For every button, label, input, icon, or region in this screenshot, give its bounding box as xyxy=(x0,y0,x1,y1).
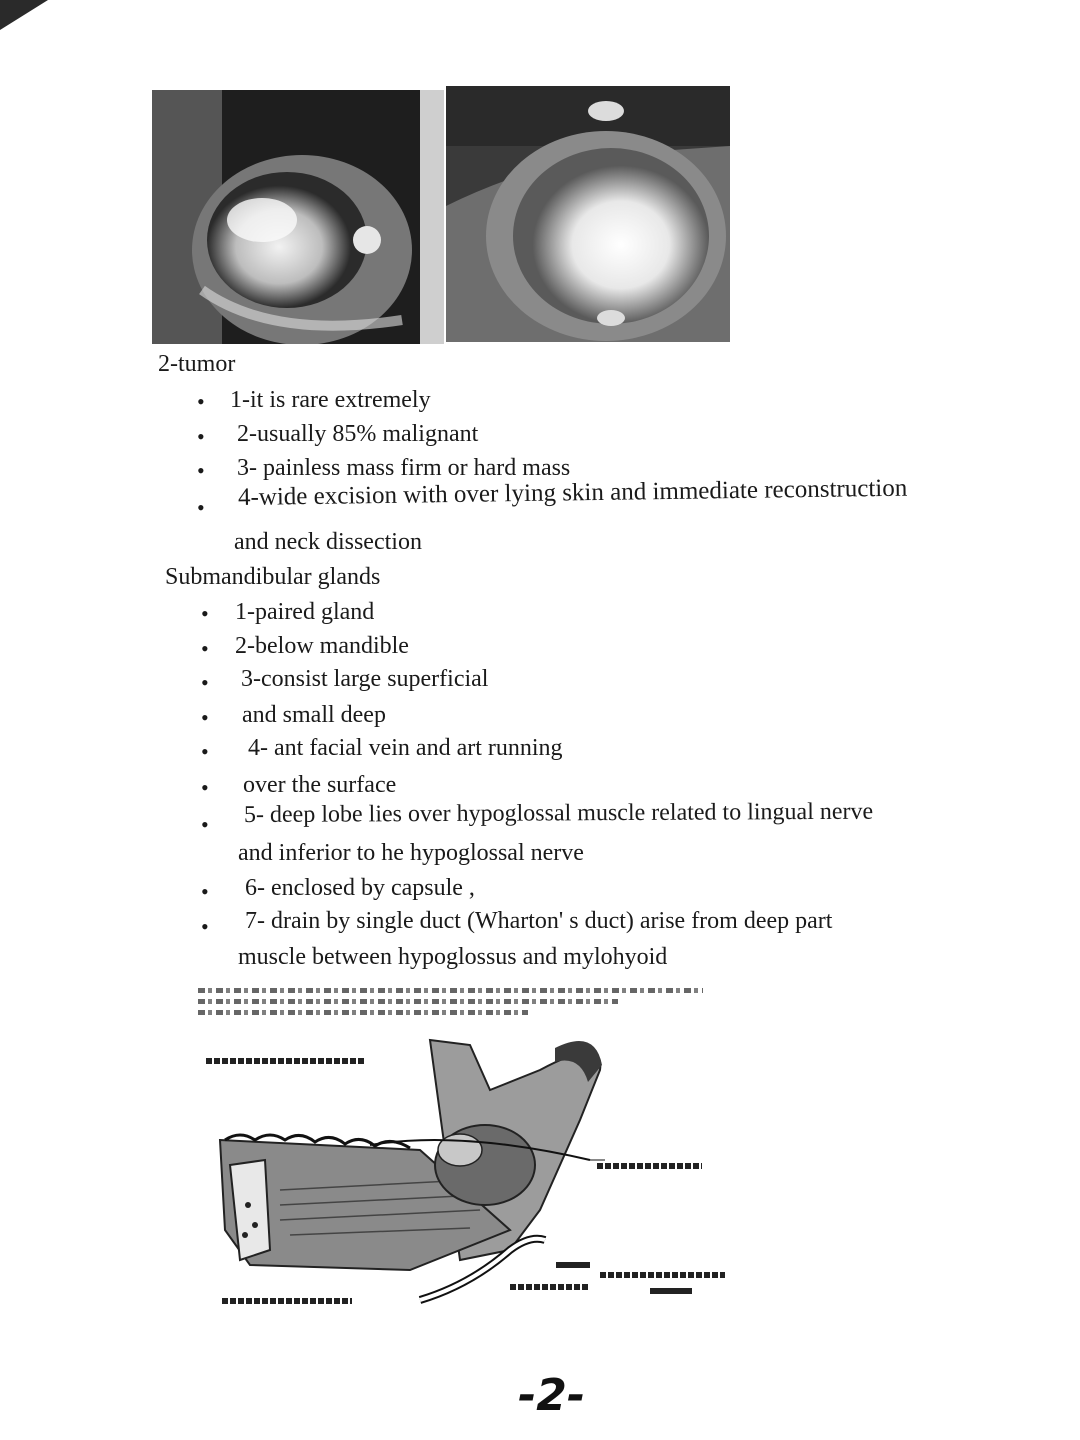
submandibular-item-6: 6- enclosed by capsule , xyxy=(245,875,475,901)
diagram-label-illegible xyxy=(510,1284,590,1290)
tumor-heading: 2-tumor xyxy=(158,351,236,377)
submandibular-item-5: 5- deep lobe lies over hypoglossal muscle related to lingual nerve xyxy=(243,798,874,828)
diagram-label-illegible xyxy=(650,1288,692,1294)
tumor-item-4: 4-wide excision with over lying skin and immediate reconstruction xyxy=(237,474,908,511)
bullet-glyph: • xyxy=(201,601,209,626)
bullet-glyph: • xyxy=(201,812,209,837)
bullet-glyph: • xyxy=(201,705,209,730)
submandibular-heading: Submandibular glands xyxy=(165,564,381,590)
diagram-label-illegible xyxy=(556,1262,590,1268)
tumor-item-2: 2-usually 85% malignant xyxy=(237,421,479,447)
submandibular-item-5-continuation: and inferior to he hypoglossal nerve xyxy=(238,840,584,866)
submandibular-item-4b: over the surface xyxy=(243,772,397,798)
tumor-item-3: 3- painless mass firm or hard mass xyxy=(237,455,571,481)
diagram-label-illegible xyxy=(206,1058,366,1064)
bullet-glyph: • xyxy=(201,670,209,695)
bullet-glyph: • xyxy=(201,775,209,800)
submandibular-item-3b: and small deep xyxy=(242,702,386,728)
tumor-photo-left xyxy=(152,90,444,344)
bullet-glyph: • xyxy=(197,458,205,483)
tumor-item-1: 1-it is rare extremely xyxy=(230,387,431,413)
submandibular-item-7-continuation: muscle between hypoglossus and mylohyoid xyxy=(238,944,668,970)
submandibular-item-2: 2-below mandible xyxy=(235,633,409,659)
diagram-label-illegible xyxy=(597,1163,702,1169)
submandibular-item-4: 4- ant facial vein and art running xyxy=(248,735,563,761)
tumor-photo-right xyxy=(446,86,730,342)
submandibular-item-3: 3-consist large superficial xyxy=(241,666,489,692)
bullet-glyph: • xyxy=(201,739,209,764)
diagram-label-illegible xyxy=(600,1272,725,1278)
bullet-glyph: • xyxy=(201,879,209,904)
diagram-label-illegible xyxy=(222,1298,352,1304)
page-number: -2- xyxy=(518,1370,586,1421)
bullet-glyph: • xyxy=(197,424,205,449)
bullet-glyph: • xyxy=(197,389,205,414)
bullet-glyph: • xyxy=(197,495,205,520)
submandibular-item-1: 1-paired gland xyxy=(235,599,375,625)
tumor-item-4-continuation: and neck dissection xyxy=(234,529,422,555)
scan-corner-artifact xyxy=(0,0,50,32)
figure-caption-illegible xyxy=(198,988,718,1021)
bullet-glyph: • xyxy=(201,914,209,939)
bullet-glyph: • xyxy=(201,636,209,661)
submandibular-item-7: 7- drain by single duct (Wharton' s duct) arise from deep part xyxy=(245,908,833,934)
